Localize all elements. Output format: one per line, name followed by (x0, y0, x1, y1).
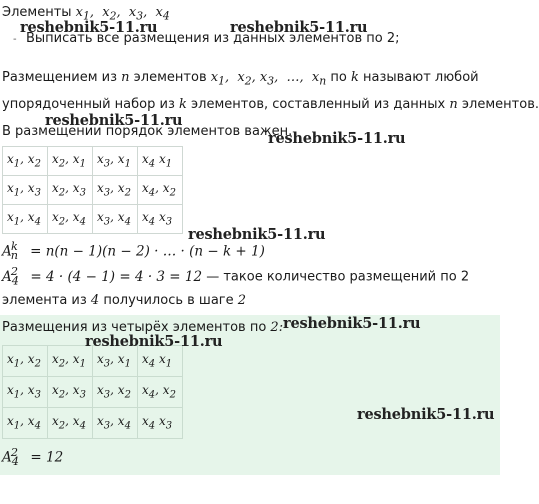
answer-heading: Размещения из четырёх элементов по 2: (2, 320, 284, 335)
answer-block (0, 315, 500, 475)
table-row (3, 205, 183, 234)
watermark: reshebnik5-11.ru (357, 406, 495, 423)
table-cell: $x_4$ $x_1$ (138, 147, 183, 176)
table-cell: $x_1$, $x_3$ (3, 176, 48, 205)
table-cell: $x_4$, $x_2$ (138, 176, 183, 205)
table-row (3, 147, 183, 176)
table-cell: $x_4$ $x_3$ (138, 408, 183, 439)
general-formula: $A_n^k = n(n - 1)(n - 2)$ · … · (n − k + 1) (2, 240, 265, 263)
table-cell: $x_1$, $x_3$ (3, 377, 48, 408)
table-cell: $x_4$ $x_3$ (138, 205, 183, 234)
table-cell: $x_1$, $x_4$ (3, 408, 48, 439)
watermark: reshebnik5-11.ru (85, 333, 223, 350)
table-cell: $x_4$, $x_2$ (138, 377, 183, 408)
title-prefix: Элементы (2, 5, 72, 20)
table-cell: $x_2$, $x_1$ (48, 346, 93, 377)
answer-result: $A_4^2 = 12$ (2, 446, 64, 469)
definition-line-2: упорядоченный набор из k элементов, составленный из данных n элементов. (2, 97, 539, 112)
table-cell: $x_1$, $x_4$ (3, 205, 48, 234)
table-cell: $x_2$, $x_3$ (48, 377, 93, 408)
watermark: reshebnik5-11.ru (268, 130, 406, 147)
table-cell: $x_2$, $x_3$ (48, 176, 93, 205)
definition-line-1: Размещением из n элементов $x_1$, $x_2$, $x_3$, …, $x_n$ по k называют любой (2, 70, 479, 88)
title-math: $x_1$, $x_2$, $x_3$, $x_4$ (75, 5, 170, 23)
task-text: Выписать все размещения из данных элементов по 2; (26, 31, 400, 46)
table-cell: $x_3$, $x_4$ (93, 408, 138, 439)
table-cell: $x_3$, $x_4$ (93, 205, 138, 234)
watermark: reshebnik5-11.ru (230, 19, 368, 36)
watermark: reshebnik5-11.ru (20, 19, 158, 36)
watermark: reshebnik5-11.ru (283, 315, 421, 332)
table-row (3, 346, 183, 377)
table-cell: $x_2$, $x_1$ (48, 147, 93, 176)
table-cell: $x_2$, $x_4$ (48, 205, 93, 234)
answer-table (2, 345, 183, 439)
table-cell: $x_4$ $x_1$ (138, 346, 183, 377)
table-cell: $x_3$, $x_2$ (93, 176, 138, 205)
watermark: reshebnik5-11.ru (45, 112, 183, 129)
specific-formula-line: $A_4^2 = 4 \cdot (4 - 1) = 4 \cdot 3 = 12$ — такое количество размещений по 2 (2, 265, 470, 288)
table-row (3, 176, 183, 205)
table-cell: $x_3$, $x_2$ (93, 377, 138, 408)
bullet: - (13, 34, 17, 45)
watermark: reshebnik5-11.ru (188, 226, 326, 243)
table-cell: $x_3$, $x_1$ (93, 147, 138, 176)
definition-line-3: В размещении порядок элементов важен. (2, 124, 293, 139)
formula-line-2: элемента из 4 получилось в шаге 2 (2, 293, 247, 308)
table-cell: $x_3$, $x_1$ (93, 346, 138, 377)
table-cell: $x_1$, $x_2$ (3, 147, 48, 176)
table-row (3, 377, 183, 408)
arrangements-table (2, 146, 183, 234)
table-cell: $x_1$, $x_2$ (3, 346, 48, 377)
table-cell: $x_2$, $x_4$ (48, 408, 93, 439)
table-row (3, 408, 183, 439)
